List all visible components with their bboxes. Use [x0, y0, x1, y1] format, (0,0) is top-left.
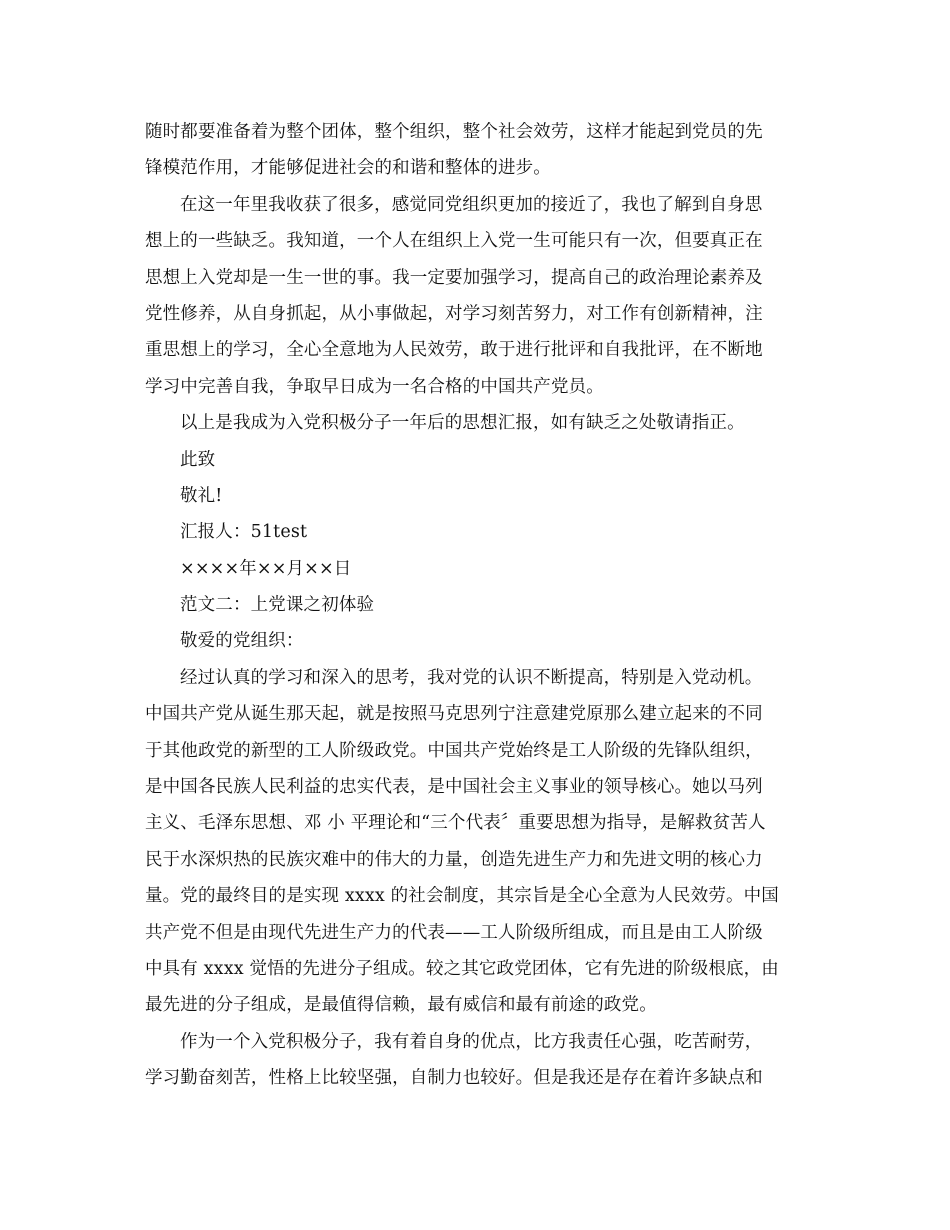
text-line: 敬爱的党组织： [180, 631, 304, 652]
text-line: 汇报人：51test [180, 522, 308, 543]
text-line: 于其他政党的新型的工人阶级政党。中国共产党始终是工人阶级的先锋队组织， [145, 740, 763, 761]
text-line: 学习勤奋刻苦，性格上比较坚强，自制力也较好。但是我还是存在着许多缺点和 [145, 1068, 763, 1089]
text-line: 想上的一些缺乏。我知道，一个人在组织上入党一生可能只有一次，但要真正在 [145, 231, 763, 252]
text-line: 思想上入党却是一生一世的事。我一定要加强学习，提高自己的政治理论素养及 [145, 267, 763, 288]
text-line: 量。党的最终目的是实现 xxxx 的社会制度，其宗旨是全心全意为人民效劳。中国 [145, 886, 779, 907]
text-line: 中国共产党从诞生那天起，就是按照马克思列宁注意建党原那么建立起来的不同 [145, 704, 763, 725]
text-line: 民于水深炽热的民族灾难中的伟大的力量，创造先进生产力和先进文明的核心力 [145, 849, 763, 870]
text-line: 在这一年里我收获了很多，感觉同党组织更加的接近了，我也了解到自身思 [180, 194, 763, 215]
text-line: 敬礼! [180, 485, 223, 506]
text-line: 党性修养，从自身抓起，从小事做起，对学习刻苦努力，对工作有创新精神，注 [145, 303, 763, 324]
text-line: 最先进的分子组成，是最值得信赖，最有威信和最有前途的政党。 [145, 995, 657, 1016]
text-line: ××××年××月××日 [180, 558, 352, 579]
text-line: 共产党不但是由现代先进生产力的代表——工人阶级所组成，而且是由工人阶级 [145, 922, 763, 943]
text-line: 随时都要准备着为整个团体，整个组织，整个社会效劳，这样才能起到党员的先 [145, 122, 763, 142]
text-line: 主义、毛泽东思想、邓 小 平理论和“三个代表〞重要思想为指导，是解救贫苦人 [145, 813, 766, 834]
text-line: 此致 [180, 449, 216, 470]
text-line: 重思想上的学习，全心全意地为人民效劳，敢于进行批评和自我批评，在不断地 [145, 340, 763, 361]
text-line: 经过认真的学习和深入的思考，我对党的认识不断提高，特别是入党动机。 [180, 667, 763, 688]
text-line: 范文二：上党课之初体验 [180, 595, 375, 616]
text-line: 作为一个入党积极分子，我有着自身的优点，比方我责任心强，吃苦耐劳， [180, 1031, 763, 1052]
text-line: 锋模范作用，才能够促进社会的和谐和整体的进步。 [145, 158, 551, 179]
document-page [145, 114, 807, 1097]
text-line: 中具有 xxxx 觉悟的先进分子组成。较之其它政党团体，它有先进的阶级根底，由 [145, 958, 779, 979]
text-line: 学习中完善自我，争取早日成为一名合格的中国共产党员。 [145, 376, 604, 397]
text-line: 是中国各民族人民利益的忠实代表，是中国社会主义事业的领导核心。她以马列 [145, 777, 763, 798]
text-line: 以上是我成为入党积极分子一年后的思想汇报，如有缺乏之处敬请指正。 [180, 413, 745, 434]
